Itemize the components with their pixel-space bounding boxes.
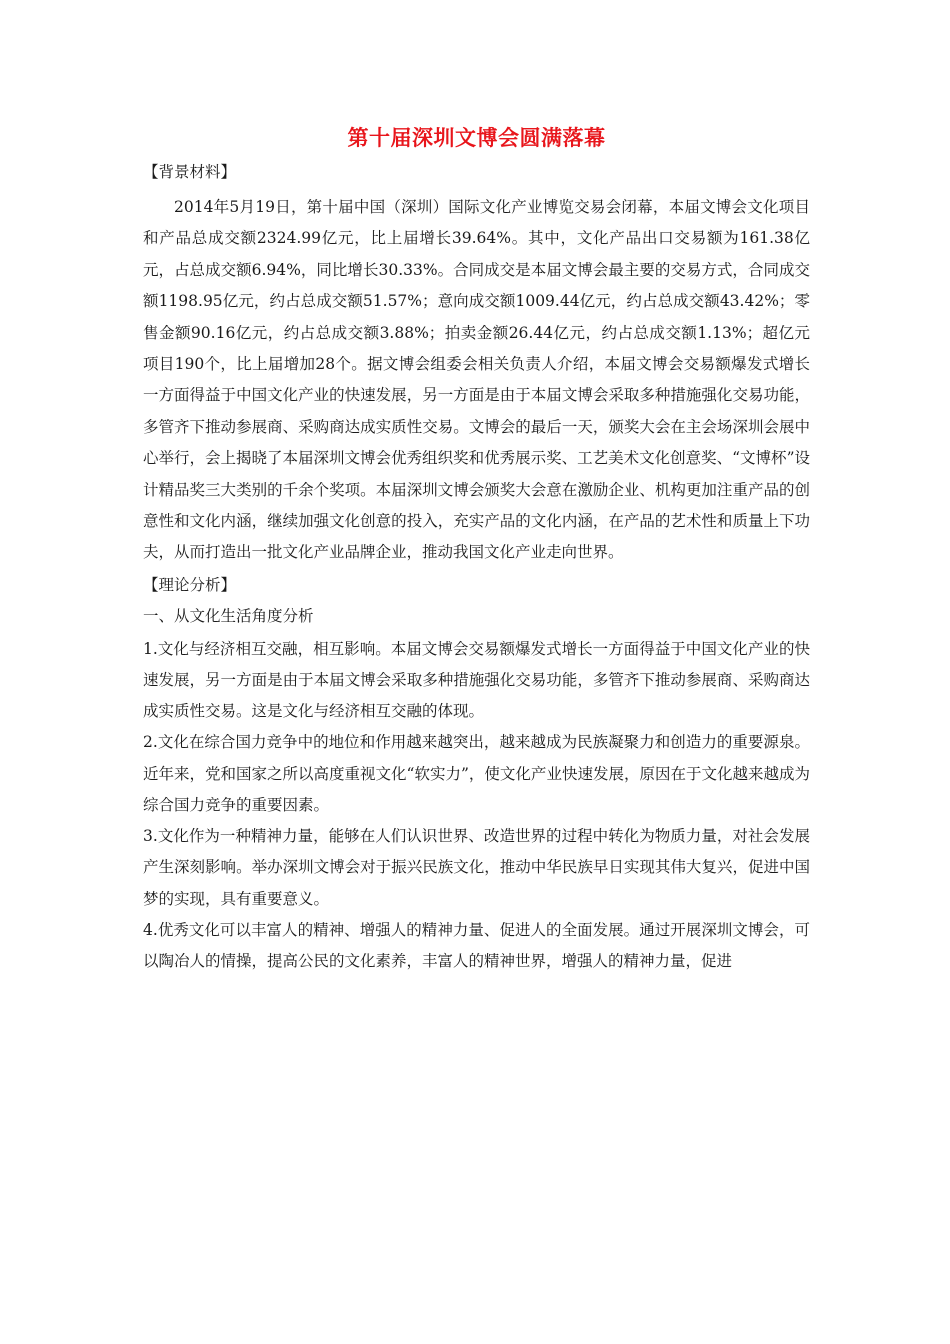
document-page <box>143 118 810 977</box>
analysis-point-4: 4.优秀文化可以丰富人的精神、增强人的精神力量、促进人的全面发展。通过开展深圳文博会，可以陶冶人的情操，提高公民的文化素养，丰富人的精神世界，增强人的精神力量，促进 <box>143 920 810 970</box>
analysis-point-2: 2.文化在综合国力竞争中的地位和作用越来越突出，越来越成为民族凝聚力和创造力的重要源泉。近年来，党和国家之所以高度重视文化“软实力”，使文化产业快速发展，原因在于文化越来越成为综合国力竞争的重要因素。 <box>143 733 810 814</box>
analysis-point-1: 1.文化与经济相互交融，相互影响。本届文博会交易额爆发式增长一方面得益于中国文化产业的快速发展，另一方面是由于本届文博会采取多种措施强化交易功能，多管齐下推动参展商、采购商达成实质性交易。这是文化与经济相互交融的体现。 <box>143 639 810 721</box>
background-paragraph: 2014年5月19日，第十届中国（深圳）国际文化产业博览交易会闭幕，本届文博会文化项目和产品总成交额2324.99亿元，比上届增长39.64%。其中，文化产品出口交易额为161.38亿元，占总成交额6.94%，同比增长30.33%。合同成交是本届文博会最主要的交易方式，合同成交额1198.95亿元，约占总成交额51.57%；意向成交额1009.44亿元，约占总成交额43.42%；零售金额90.16亿元，约占总成交额3.88%；拍卖金额26.44亿元，约占总成交额1.13%；超亿元项目190个，比上届增加28个。据文博会组委会相关负责人介绍，本届文博会交易额爆发式增长一方面得益于中国文化产业的快速发展，另一方面是由于本届文博会采取多种措施强化交易功能，多管齐下推动参展商、采购商达成实质性交易。文博会的最后一天，颁奖大会在主会场深圳会展中心举行，会上揭晓了本届深圳文博会优秀组织奖和优秀展示奖、工艺美术文化创意奖、“文博杯”设计精品奖三大类别的千余个奖项。本届深圳文博会颁奖大会意在激励企业、机构更加注重产品的创意性和文化内涵，继续加强文化创意的投入，充实产品的文化内涵，在产品的艺术性和质量上下功夫，从而打造出一批文化产业品牌企业，推动我国文化产业走向世界。 <box>143 198 810 562</box>
section-heading-analysis: 【理论分析】 <box>143 575 237 594</box>
section-heading-background: 【背景材料】 <box>143 163 237 181</box>
analysis-subheading: 一、从文化生活角度分析 <box>143 606 314 625</box>
analysis-point-3: 3.文化作为一种精神力量，能够在人们认识世界、改造世界的过程中转化为物质力量，对社会发展产生深刻影响。举办深圳文博会对于振兴民族文化，推动中华民族早日实现其伟大复兴，促进中国梦的实现，具有重要意义。 <box>143 827 810 908</box>
document-title: 第十届深圳文博会圆满落幕 <box>347 125 606 150</box>
